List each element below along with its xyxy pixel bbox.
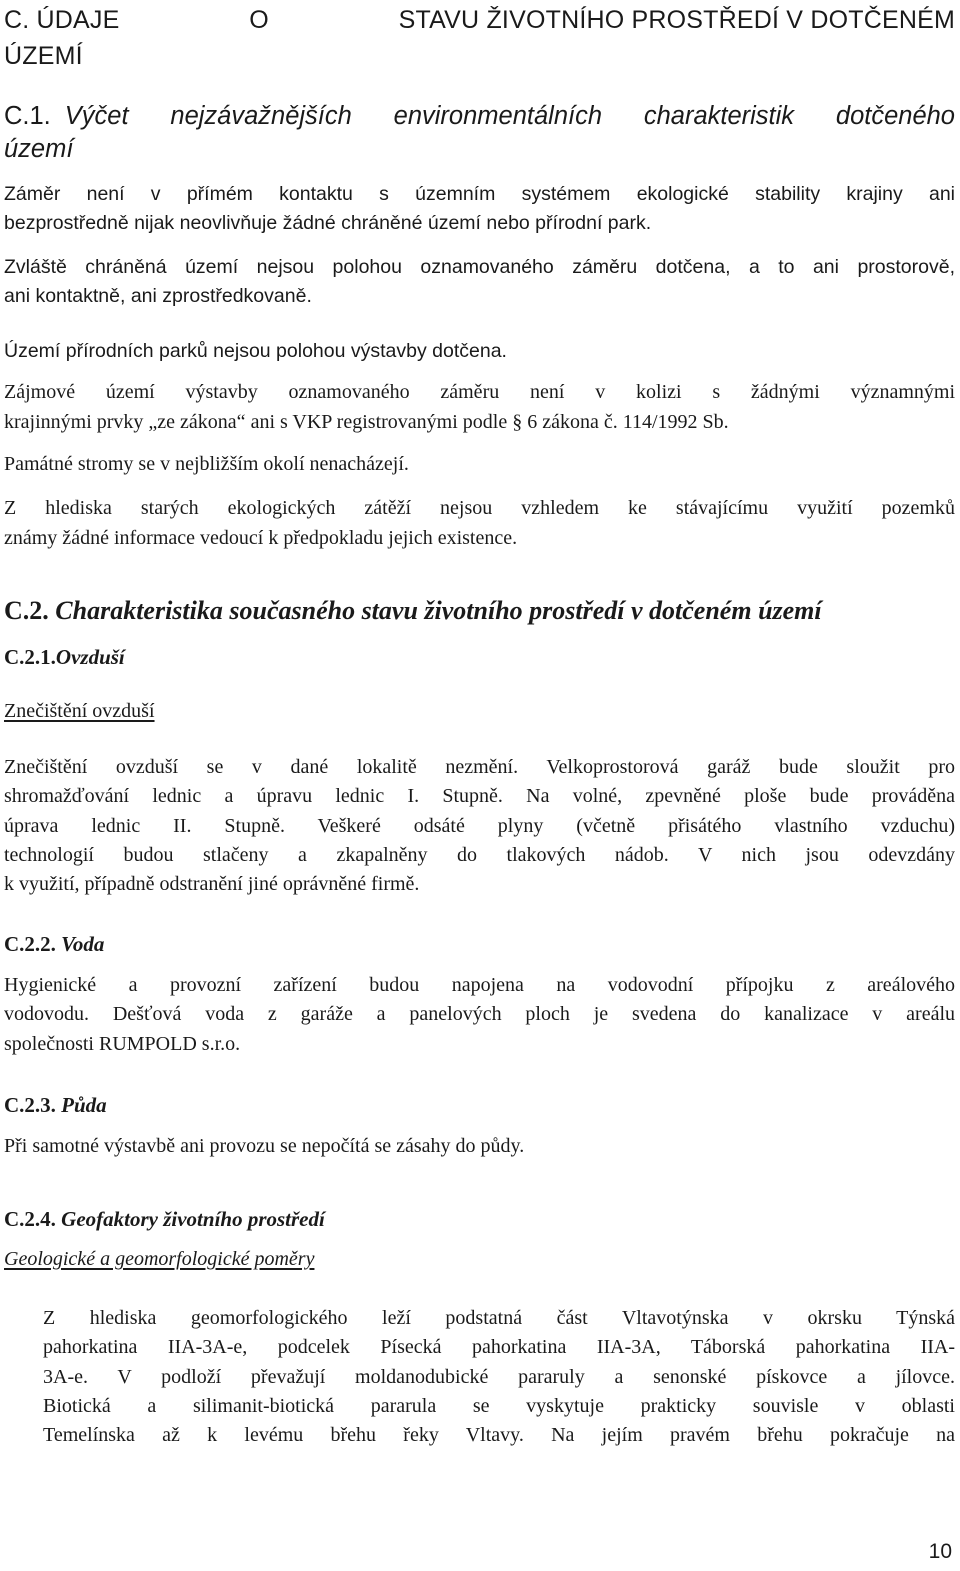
section-c1-title-line1: Výčet nejzávažnějších environmentálních charakteristik dotčeného (64, 102, 955, 130)
section-c21-heading (4, 642, 955, 672)
section-c23-number: C.2.3. (4, 1093, 56, 1117)
paragraph-line: Z hlediska geomorfologického leží podstatná část Vltavotýnska v okrsku Týnská (43, 1307, 955, 1329)
paragraph-line: Hygienické a provozní zařízení budou napojena na vodovodní přípojku z areálového (4, 974, 955, 996)
paragraph-line: technologií budou stlačeny a zkapalněny do tlakových nádob. V nich jsou odevzdány (4, 843, 955, 866)
section-c24-title: Geofaktory životního prostředí (61, 1207, 325, 1231)
paragraph-line: Zájmové území výstavby oznamovaného záměru není v kolizi s žádnými významnými (4, 381, 955, 403)
section-c1-heading-line1 (4, 100, 955, 133)
paragraph-line: Zvláště chráněná území nejsou polohou oznamovaného záměru dotčena, a to ani prostorově, (4, 256, 955, 278)
section-c23-heading (4, 1090, 955, 1120)
section-c24-number: C.2.4. (4, 1207, 56, 1231)
paragraph-old-burdens (4, 494, 955, 553)
subheading-air-pollution-text: Znečištění ovzduší (4, 700, 155, 722)
section-c1-heading (4, 100, 955, 166)
paragraph-nature-parks (4, 337, 955, 366)
paragraph-line: shromažďování lednic a úpravu lednic I. Stupně. Na volné, zpevněné ploše bude prováděna (4, 785, 955, 808)
section-c21-number: C.2.1. (4, 645, 56, 669)
section-c23-title: Půda (61, 1093, 107, 1117)
section-c22-number: C.2.2. (4, 932, 56, 956)
subheading-geology-text: Geologické a geomorfologické poměry (4, 1248, 315, 1270)
paragraph-line: Znečištění ovzduší se v dané lokalitě nezmění. Velkoprostorová garáž bude sloužit pro (4, 756, 955, 778)
chapter-heading (4, 2, 955, 74)
paragraph-line: krajinnými prvky „ze zákona“ ani s VKP registrovanými podle § 6 zákona č. 114/1992 Sb. (4, 410, 729, 433)
paragraph-line: úprava lednic II. Stupně. Veškeré odsáté plyny (včetně přisátého vlastního vzduchu) (4, 814, 955, 837)
paragraph-line: vodovodu. Dešťová voda z garáže a panelových ploch je svedena do kanalizace v areálu (4, 1003, 955, 1026)
paragraph-line: 3A-e. V podloží převažují moldanodubické pararuly a senonské pískovce a jílovce. (43, 1365, 955, 1388)
paragraph-line: Biotická a silimanit-biotická pararula se vyskytuje prakticky souvisle v oblasti (43, 1394, 955, 1417)
paragraph-memorial-trees (4, 450, 955, 480)
paragraph-line: Při samotné výstavbě ani provozu se nepočítá se zásahy do půdy. (4, 1135, 525, 1157)
chapter-heading-word1: C. ÚDAJE (4, 6, 120, 34)
paragraph-line: známy žádné informace vedoucí k předpokladu jejich existence. (4, 526, 518, 549)
section-c22-heading (4, 929, 955, 959)
paragraph-line: pahorkatina IIA-3A-e, podcelek Písecká pahorkatina IIA-3A, Táborská pahorkatina IIA- (43, 1336, 955, 1359)
section-c2-title: Charakteristika současného stavu životního prostředí v dotčeném území (55, 596, 822, 625)
paragraph-protected-areas (4, 253, 955, 311)
paragraph-line: k využití, případně odstranění jiné oprávněné firmě. (4, 873, 420, 896)
subheading-geology (4, 1245, 955, 1275)
paragraph-air (4, 753, 955, 899)
paragraph-water (4, 971, 955, 1059)
paragraph-soil (4, 1132, 955, 1161)
paragraph-geology (43, 1304, 955, 1450)
section-c1-number: C.1. (4, 102, 51, 130)
chapter-heading-line2: ÚZEMÍ (4, 42, 83, 70)
paragraph-line: Z hlediska starých ekologických zátěží nejsou vzhledem ke stávajícímu využití pozemků (4, 497, 955, 519)
paragraph-line: Záměr není v přímém kontaktu s územním systémem ekologické stability krajiny ani (4, 183, 955, 205)
paragraph-line: Území přírodních parků nejsou polohou výstavby dotčena. (4, 340, 507, 362)
section-c1-title-line2: území (4, 135, 74, 163)
page-number: 10 (928, 1540, 952, 1563)
chapter-heading-word2: O (249, 6, 269, 34)
section-c21-title: Ovzduší (55, 645, 125, 669)
paragraph-ecological-stability (4, 180, 955, 238)
paragraph-line: Památné stromy se v nejbližším okolí nenacházejí. (4, 453, 409, 475)
section-c2-number: C.2. (4, 596, 49, 625)
chapter-heading-rest: STAVU ŽIVOTNÍHO PROSTŘEDÍ V DOTČENÉM (398, 6, 955, 34)
paragraph-line: Temelínska až k levému břehu řeky Vltavy. Na jejím pravém břehu pokračuje na (43, 1424, 955, 1447)
paragraph-line: společnosti RUMPOLD s.r.o. (4, 1032, 241, 1055)
paragraph-line: bezprostředně nijak neovlivňuje žádné chráněné území nebo přírodní park. (4, 212, 652, 234)
chapter-heading-line1 (4, 2, 955, 38)
section-c22-title: Voda (61, 932, 105, 956)
paragraph-line: ani kontaktně, ani zprostředkovaně. (4, 285, 312, 307)
paragraph-landscape-elements (4, 378, 955, 437)
section-c2-heading (4, 594, 955, 628)
section-c24-heading (4, 1204, 955, 1234)
subheading-air-pollution (4, 697, 955, 727)
